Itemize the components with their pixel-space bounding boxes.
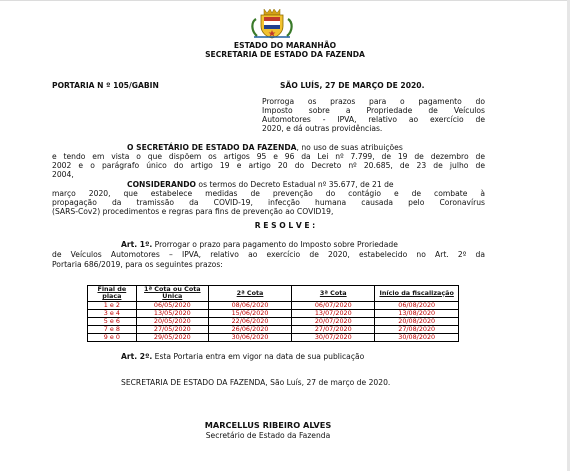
closing-line: SECRETARIA DE ESTADO DA FAZENDA, São Luís, 27 de março de 2020. (121, 378, 391, 387)
column-header-cota-3: 3ª Cota (292, 286, 375, 302)
portaria-date: SÃO LUÍS, 27 DE MARÇO DE 2020. (280, 81, 425, 90)
column-header-cota-1: 1ª Cota ou Cota Única (136, 286, 208, 302)
top-border (0, 0, 570, 1)
art2-label: Art. 2º. (121, 352, 153, 361)
preamble-line: 2004, (52, 170, 74, 179)
table-cell: 3 e 4 (88, 309, 137, 317)
considerando-line: (SARS-Cov2) procedimentos e regras para fins de prevenção ao COVID19, (52, 207, 334, 216)
table-row (88, 301, 459, 309)
table-cell: 20/05/2020 (136, 317, 208, 325)
table-cell: 30/06/2020 (208, 333, 291, 341)
table-cell: 27/07/2020 (292, 325, 375, 333)
table-cell: 1 e 2 (88, 301, 137, 309)
table-cell: 20/08/2020 (375, 317, 459, 325)
art2-line (121, 352, 364, 362)
ementa-line: Automotores - IPVA, relativo ao exercício de (262, 115, 485, 124)
art1-first-line (121, 240, 398, 250)
table-row (88, 309, 459, 317)
art2-text: Esta Portaria entra em vigor na data de sua publicação (152, 352, 365, 361)
table-row (88, 333, 459, 341)
coat-of-arms-emblem (250, 7, 294, 40)
secretariat-name: SECRETARIA DE ESTADO DA FAZENDA (205, 50, 365, 59)
table-cell: 7 e 8 (88, 325, 137, 333)
table-cell: 26/06/2020 (208, 325, 291, 333)
table-cell: 27/05/2020 (136, 325, 208, 333)
table-cell: 13/05/2020 (136, 309, 208, 317)
art1-first-rest: Prorrogar o prazo para pagamento do Imposto sobre Proriedade (152, 240, 398, 249)
art1-label: Art. 1º. (121, 240, 153, 249)
table-cell: 27/08/2020 (375, 325, 459, 333)
ementa-line: Prorroga os prazos para o pagamento do (262, 97, 485, 106)
preamble-line: e tendo em vista o que dispõem os artigos 95 e 96 da Lei nº 7.799, de 19 de dezembro de (52, 152, 485, 161)
table-cell: 5 e 6 (88, 317, 137, 325)
column-header-fiscalizacao: Início da fiscalização (375, 286, 459, 302)
considerando-first-rest: os termos do Decreto Estadual nº 35.677, de 21 de (196, 180, 394, 189)
preamble-title-rest: , no uso de suas atribuições (296, 143, 403, 152)
considerando-label: CONSIDERANDO (127, 180, 197, 189)
considerando-line: propagação da tramissão da COVID-19, infecção humana causada pelo Coronavírus (52, 198, 485, 207)
table-cell: 9 e 0 (88, 333, 137, 341)
ipva-schedule-table (87, 285, 459, 342)
signatory-name: MARCELLUS RIBEIRO ALVES (204, 420, 332, 430)
portaria-number: PORTARIA N º 105/GABIN (52, 81, 159, 90)
ementa-line: Imposto sobre a Propriedade de Veículos (262, 106, 485, 115)
column-header-cota-2: 2ª Cota (208, 286, 291, 302)
table-cell: 06/07/2020 (292, 301, 375, 309)
table-row (88, 317, 459, 325)
table-cell: 15/06/2020 (208, 309, 291, 317)
table-cell: 30/08/2020 (375, 333, 459, 341)
signatory-role: Secretário de Estado da Fazenda (205, 431, 331, 440)
preamble-line: 2002 e o parágrafo único do artigo 19 e artigo 20 do Decreto nº 20.685, de 23 de julho de (52, 161, 485, 170)
table-cell: 06/05/2020 (136, 301, 208, 309)
table-cell: 29/05/2020 (136, 333, 208, 341)
preamble-title: O SECRETÁRIO DE ESTADO DA FAZENDA (127, 143, 297, 152)
considerando-line: março 2020, que estabelece medidas de prevenção do contágio e de combate à (52, 189, 485, 198)
table-cell: 20/07/2020 (292, 317, 375, 325)
art1-line: de Veículos Automotores – IPVA, relativo ao exercício de 2020, estabelecido no Art. 2º da (52, 250, 485, 259)
state-name: ESTADO DO MARANHÃO (233, 41, 337, 50)
column-header-final-placa: Final de placa (88, 286, 137, 302)
table-cell: 08/06/2020 (208, 301, 291, 309)
table-header-row (88, 286, 459, 302)
ementa-line: 2020, e dá outras providências. (262, 124, 383, 133)
table-cell: 13/07/2020 (292, 309, 375, 317)
resolve-heading: R E S O L V E : (254, 221, 316, 230)
table-cell: 13/08/2020 (375, 309, 459, 317)
table-cell: 06/08/2020 (375, 301, 459, 309)
table-row (88, 325, 459, 333)
table-cell: 22/06/2020 (208, 317, 291, 325)
table-cell: 30/07/2020 (292, 333, 375, 341)
art1-line: Portaria 686/2019, para os seguintes prazos: (52, 260, 223, 269)
